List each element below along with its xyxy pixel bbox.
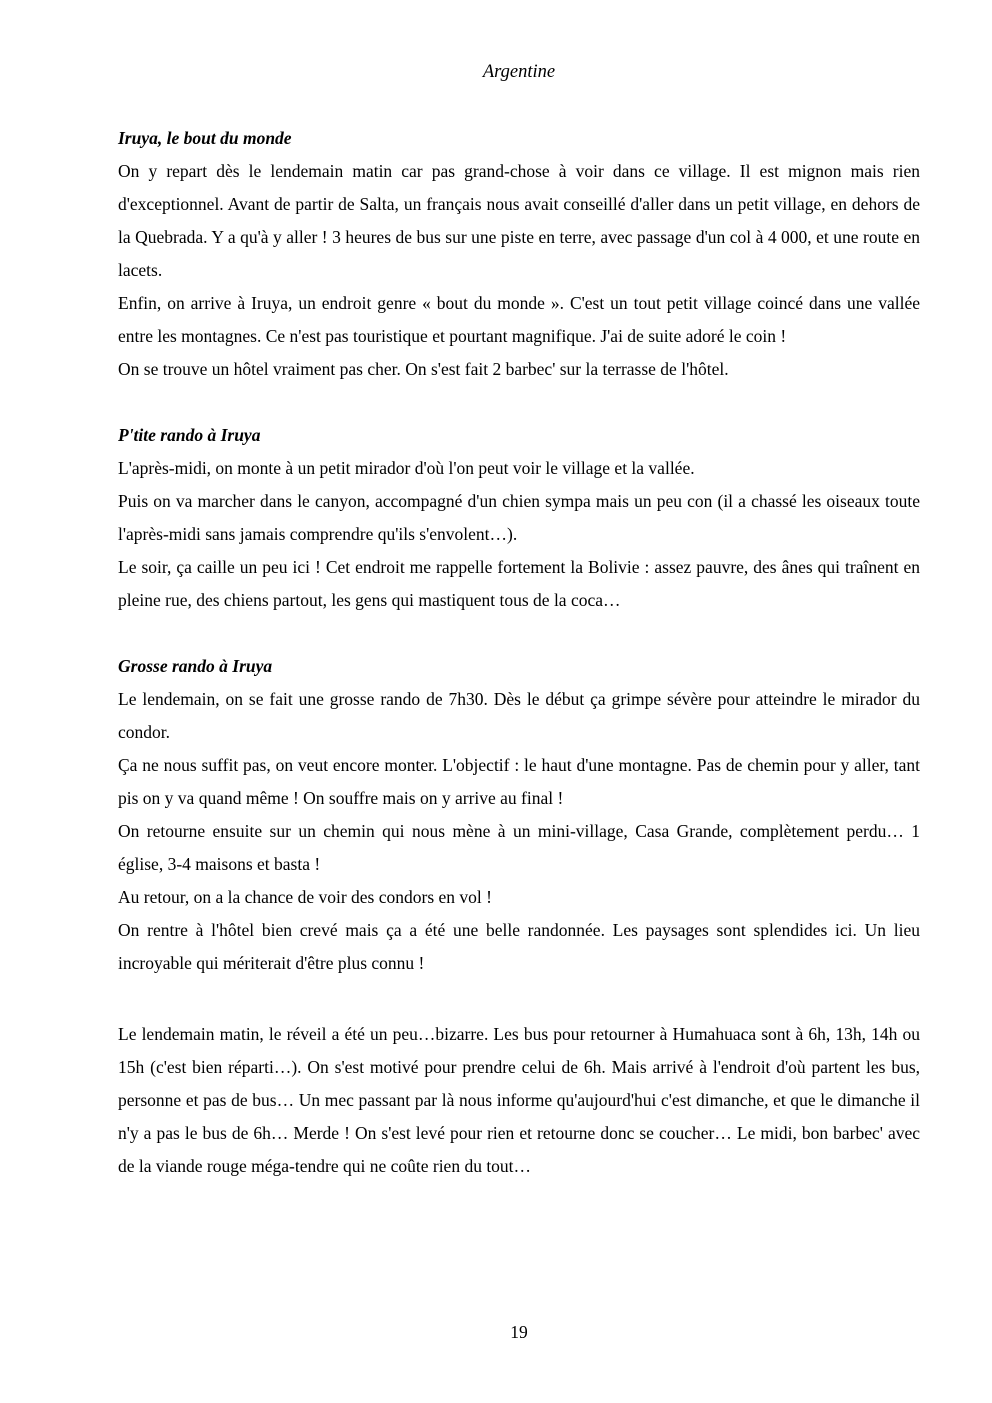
section-heading: P'tite rando à Iruya	[118, 425, 261, 445]
section-iruya-bout-du-monde	[118, 122, 920, 386]
paragraph: On retourne ensuite sur un chemin qui nous mène à un mini-village, Casa Grande, complètement perdu… 1 église, 3-4 maisons et basta !	[118, 821, 920, 874]
paragraph: On y repart dès le lendemain matin car pas grand-chose à voir dans ce village. Il est mignon mais rien d'exceptionnel. Avant de partir de Salta, un français nous avait conseillé d'aller dans un petit village, en dehors de la Quebrada. Y a qu'à y aller ! 3 heures de bus sur une piste en terre, avec passage d'un col à 4 000, et une route en lacets.	[118, 161, 920, 280]
page-number: 19	[510, 1322, 528, 1342]
paragraph: Le soir, ça caille un peu ici ! Cet endroit me rappelle fortement la Bolivie : assez pauvre, des ânes qui traînent en pleine rue, des chiens partout, les gens qui mastiquent tous de la coca…	[118, 557, 920, 610]
paragraph: Au retour, on a la chance de voir des condors en vol !	[118, 887, 492, 907]
section-grosse-rando	[118, 650, 920, 980]
section-heading: Iruya, le bout du monde	[118, 128, 292, 148]
paragraph: Le lendemain, on se fait une grosse rando de 7h30. Dès le début ça grimpe sévère pour atteindre le mirador du condor.	[118, 689, 920, 742]
section-ptite-rando	[118, 419, 920, 617]
section-heading: Grosse rando à Iruya	[118, 656, 273, 676]
paragraph: L'après-midi, on monte à un petit mirador d'où l'on peut voir le village et la vallée.	[118, 458, 695, 478]
paragraph: Ça ne nous suffit pas, on veut encore monter. L'objectif : le haut d'une montagne. Pas de chemin pour y aller, tant pis on y va quand même ! On souffre mais on y arrive au final !	[118, 755, 920, 808]
paragraph: Enfin, on arrive à Iruya, un endroit genre « bout du monde ». C'est un tout petit village coincé dans une vallée entre les montagnes. Ce n'est pas touristique et pourtant magnifique. J'ai de suite adoré le coin !	[118, 293, 920, 346]
paragraph: Puis on va marcher dans le canyon, accompagné d'un chien sympa mais un peu con (il a chassé les oiseaux toute l'après-midi sans jamais comprendre qu'ils s'envolent…).	[118, 491, 920, 544]
section-closing	[118, 1018, 920, 1183]
paragraph: On rentre à l'hôtel bien crevé mais ça a été une belle randonnée. Les paysages sont splendides ici. Un lieu incroyable qui mériterait d'être plus connu !	[118, 920, 920, 973]
running-header-title: Argentine	[482, 62, 556, 82]
paragraph: On se trouve un hôtel vraiment pas cher. On s'est fait 2 barbec' sur la terrasse de l'hôtel.	[118, 359, 729, 379]
paragraph: Le lendemain matin, le réveil a été un peu…bizarre. Les bus pour retourner à Humahuaca sont à 6h, 13h, 14h ou 15h (c'est bien réparti…). On s'est motivé pour prendre celui de 6h. Mais arrivé à l'endroit d'où partent les bus, personne et pas de bus… Un mec passant par là nous informe qu'aujourd'hui c'est dimanche, et que le dimanche il n'y a pas le bus de 6h… Merde ! On s'est levé pour rien et retourne donc se coucher… Le midi, bon barbec' avec de la viande rouge méga-tendre qui ne coûte rien du tout…	[118, 1024, 920, 1176]
